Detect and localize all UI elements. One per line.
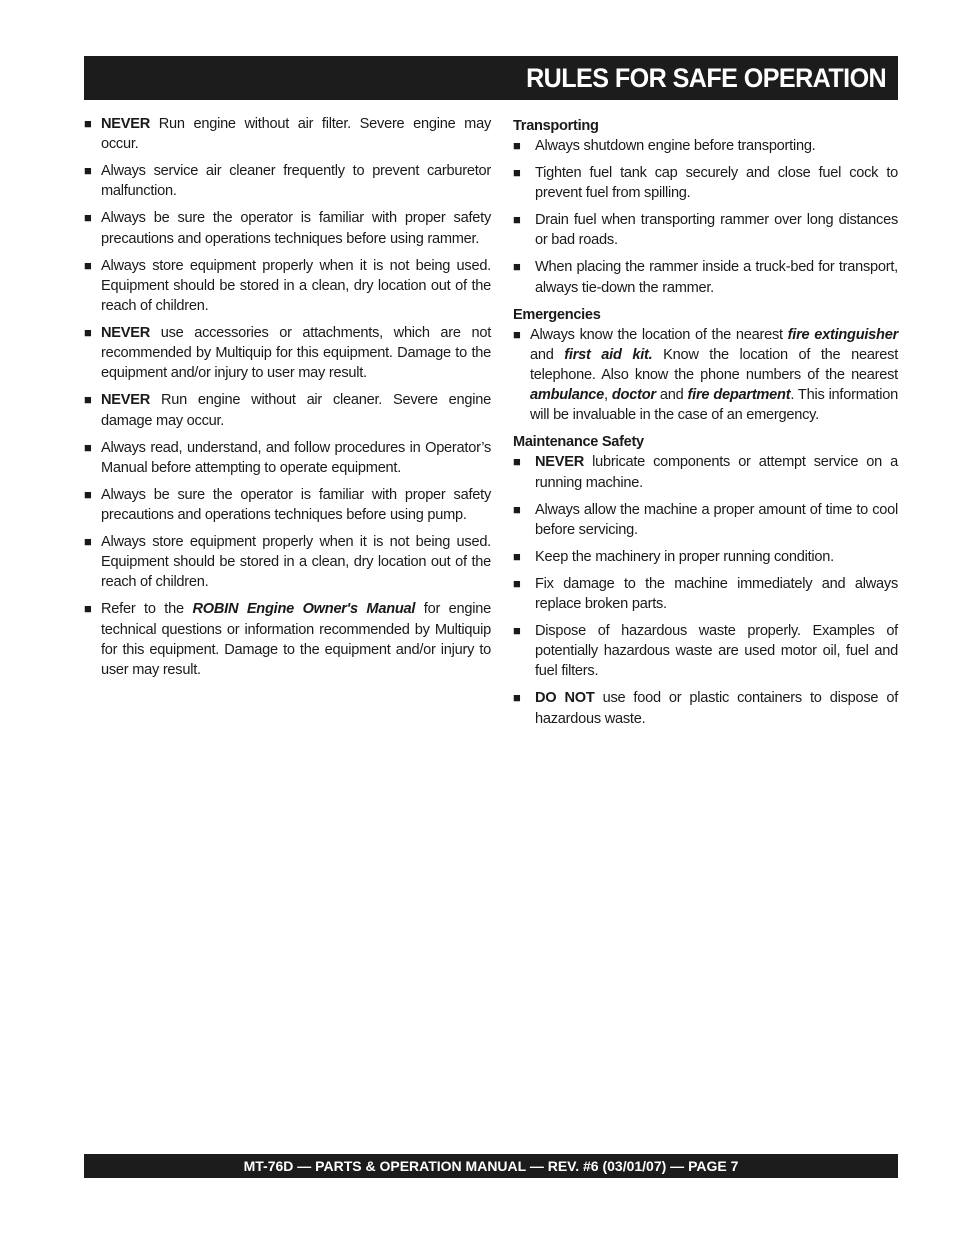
- list-item: [513, 257, 898, 297]
- left-column: [84, 114, 491, 687]
- header-bar: [84, 56, 898, 100]
- list-item: [84, 323, 491, 384]
- item-text: ,: [604, 387, 612, 404]
- item-text: and: [530, 346, 565, 363]
- list-item: [513, 163, 898, 203]
- bullet-icon: ■: [84, 116, 92, 131]
- emphasis-text: ambulance: [530, 387, 604, 404]
- manual-reference: ROBIN Engine Owner's Manual: [192, 601, 416, 618]
- page-footer: MT-76D — PARTS & OPERATION MANUAL — REV. #6 (03/01/07) — PAGE 7: [243, 1158, 739, 1174]
- bullet-icon: ■: [84, 325, 92, 341]
- item-text: Run engine without air cleaner. Severe engine damage may occur.: [101, 392, 491, 429]
- item-text: Keep the machinery in proper running condition.: [535, 548, 834, 565]
- list-item: [513, 325, 898, 426]
- list-item: [513, 621, 898, 682]
- bullet-icon: ■: [84, 392, 92, 408]
- list-item: [513, 136, 898, 156]
- item-text: Always be sure the operator is familiar with proper safety precautions and operations techniques before using pump.: [101, 486, 491, 524]
- bullet-icon: ■: [513, 212, 521, 228]
- bullet-icon: ■: [513, 165, 521, 180]
- bullet-icon: ■: [513, 501, 521, 517]
- item-text: Drain fuel when transporting rammer over long distances or bad roads.: [535, 212, 898, 249]
- item-text: Run engine without air filter. Severe engine may occur.: [101, 116, 491, 153]
- list-item: [513, 500, 898, 540]
- emphasis-text: fire department: [687, 387, 791, 404]
- item-lead: NEVER: [101, 116, 151, 132]
- list-item: [513, 688, 898, 728]
- item-lead: DO NOT: [535, 690, 595, 707]
- item-text: Always shutdown engine before transporting.: [535, 138, 816, 154]
- emphasis-text: fire extinguisher: [787, 326, 898, 343]
- section-heading-maintenance: Maintenance Safety: [513, 434, 644, 451]
- item-text: Always know the location of the nearest: [530, 326, 788, 343]
- item-text: Always read, understand, and follow procedures in Operator’s Manual before attempting to operate equipment.: [101, 439, 491, 476]
- item-text: Tighten fuel tank cap securely and close fuel cock to prevent fuel from spilling.: [535, 165, 898, 202]
- bullet-icon: ■: [84, 439, 92, 455]
- bullet-icon: ■: [513, 623, 521, 639]
- bullet-icon: ■: [513, 259, 521, 275]
- bullet-icon: ■: [84, 257, 92, 273]
- item-text: Dispose of hazardous waste properly. Examples of potentially hazardous waste are used motor oil, fuel and fuel filters.: [535, 623, 898, 680]
- bullet-icon: ■: [513, 548, 521, 564]
- item-text: Always service air cleaner frequently to prevent carburetor malfunction.: [101, 163, 491, 200]
- item-lead: NEVER: [101, 325, 151, 342]
- bullet-icon: ■: [84, 163, 92, 179]
- item-text: Know the location of the nearest telephone. Also know the phone numbers of the nearest: [530, 346, 899, 384]
- item-text: for engine technical questions or information recommended by Multiquip for this equipment. Damage to the equipment and/or injury to user may result.: [101, 601, 492, 679]
- section-heading-transporting: Transporting: [513, 118, 599, 134]
- item-text: Always store equipment properly when it is not being used. Equipment should be stored in a clean, dry location out of the reach of children.: [101, 257, 491, 315]
- item-lead: NEVER: [101, 392, 151, 409]
- bullet-icon: ■: [84, 486, 92, 502]
- list-item: [513, 547, 898, 567]
- list-item: [513, 574, 898, 614]
- list-item: [84, 390, 491, 430]
- list-item: [84, 114, 491, 154]
- item-text: use food or plastic containers to dispose of hazardous waste.: [535, 690, 898, 727]
- list-item: [84, 599, 491, 680]
- item-text: Always allow the machine a proper amount of time to cool before servicing.: [535, 501, 898, 538]
- list-item: [84, 485, 491, 525]
- item-text: When placing the rammer inside a truck-bed for transport, always tie-down the rammer.: [535, 259, 898, 296]
- item-lead: NEVER: [535, 454, 585, 471]
- item-text: . This information will be invaluable in the case of an emergency.: [530, 387, 899, 424]
- item-text: lubricate components or attempt service on a running machine.: [535, 454, 898, 491]
- list-item: [513, 210, 898, 250]
- item-text: Always be sure the operator is familiar with proper safety precautions and operations techniques before using rammer.: [101, 210, 491, 247]
- list-item: [84, 256, 491, 317]
- footer-bar: [84, 1154, 898, 1178]
- list-item: [84, 161, 491, 201]
- item-text: and: [655, 387, 688, 404]
- bullet-icon: ■: [84, 534, 92, 550]
- bullet-icon: ■: [513, 138, 521, 153]
- emphasis-text: doctor: [611, 387, 656, 404]
- bullet-icon: ■: [84, 601, 92, 617]
- list-item: [513, 452, 898, 492]
- list-item: [84, 208, 491, 248]
- section-heading-emergencies: Emergencies: [513, 306, 601, 323]
- item-text: Fix damage to the machine immediately and always replace broken parts.: [535, 575, 898, 613]
- emphasis-text: first aid kit.: [564, 346, 653, 363]
- list-item: [84, 532, 491, 593]
- bullet-icon: ■: [513, 575, 521, 591]
- item-text: use accessories or attachments, which are not recommended by Multiquip for this equipment. Damage to the equipment and/or injury to user may result.: [101, 325, 491, 382]
- page-title: RULES FOR SAFE OPERATION: [525, 63, 886, 93]
- bullet-icon: ■: [84, 210, 92, 226]
- bullet-icon: ■: [513, 454, 521, 470]
- list-item: [84, 438, 491, 478]
- bullet-icon: ■: [513, 690, 521, 706]
- item-text: Refer to the: [101, 601, 193, 618]
- item-text: Always store equipment properly when it is not being used. Equipment should be stored in a clean, dry location out of the reach of children.: [101, 534, 491, 591]
- right-column: [513, 116, 898, 736]
- bullet-icon: ■: [513, 326, 521, 342]
